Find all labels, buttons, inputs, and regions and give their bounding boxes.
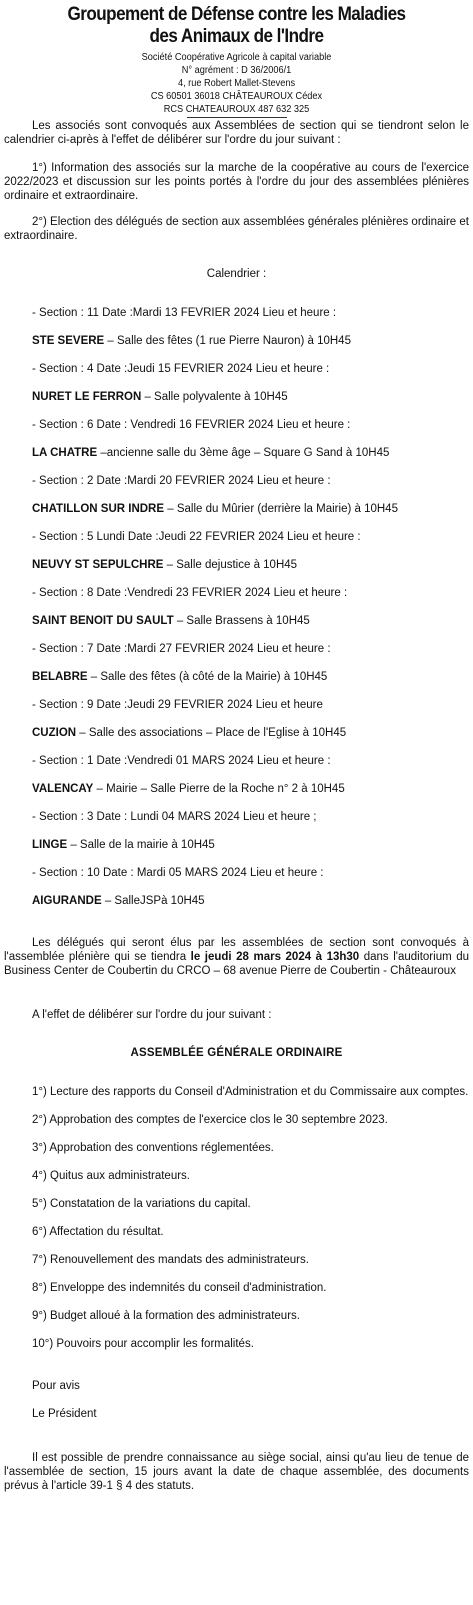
ago-item: 5°) Constatation de la variations du capital.	[32, 1198, 251, 1210]
agenda-point-2: 2°) Election des délégués de section aux assemblées générales plénières ordinaire et extraordinaire.	[4, 216, 469, 242]
section-venue-line	[32, 334, 473, 348]
section-entry	[32, 362, 473, 404]
document-title	[24, 4, 450, 48]
section-date-line: - Section : 9 Date :Jeudi 29 FEVRIER 2024 Lieu et heure	[32, 699, 323, 711]
section-date-line: - Section : 3 Date : Lundi 04 MARS 2024 Lieu et heure ;	[32, 811, 317, 823]
section-date-line: - Section : 10 Date : Mardi 05 MARS 2024 Lieu et heure :	[32, 867, 324, 879]
section-place: VALENCAY	[32, 783, 94, 795]
section-venue: – Salle Brassens à 10H45	[173, 615, 310, 627]
section-entry	[32, 474, 473, 516]
section-place: NURET LE FERRON	[32, 391, 142, 403]
section-venue: – Salle dejustice à 10H45	[163, 559, 298, 571]
ago-item: 9°) Budget alloué à la formation des administrateurs.	[32, 1310, 300, 1322]
ago-item: 6°) Affectation du résultat.	[32, 1226, 164, 1238]
signature: Le Président	[32, 1408, 97, 1420]
ago-item-1: 1°) Lecture des rapports du Conseil d'Administration et du Commissaire aux comptes.	[32, 1086, 469, 1098]
section-entry	[32, 754, 473, 796]
company-info-line: N° agrément : D 36/2006/1	[181, 65, 292, 76]
section-date-line: - Section : 11 Date :Mardi 13 FEVRIER 2024 Lieu et heure :	[32, 307, 337, 319]
intro-paragraph: Les associés sont convoqués aux Assemblées de section qui se tiendront selon le calendrier ci-après à l'effet de délibérer sur l'ordre du jour suivant :	[4, 120, 469, 146]
section-place: LA CHATRE	[32, 447, 98, 459]
section-entry	[32, 866, 473, 908]
company-info-line: RCS CHATEAUROUX 487 632 325	[163, 104, 310, 115]
section-place: CUZION	[32, 727, 77, 739]
company-info	[19, 51, 454, 116]
section-place: SAINT BENOIT DU SAULT	[32, 615, 174, 627]
ago-item: 2°) Approbation des comptes de l'exercice clos le 30 septembre 2023.	[32, 1114, 388, 1126]
section-place: STE SEVERE	[32, 335, 105, 347]
section-venue-line	[32, 446, 473, 460]
plenary-date: le jeudi 28 mars 2024 à 13h30	[190, 951, 360, 963]
section-place: LINGE	[32, 839, 68, 851]
header-divider	[187, 117, 287, 118]
company-info-line: 4, rue Robert Mallet-Stevens	[177, 78, 296, 89]
section-venue: –ancienne salle du 3ème âge – Square G Sand à 10H45	[97, 447, 390, 459]
section-venue: – SalleJSPà 10H45	[101, 895, 205, 907]
ago-item: 4°) Quitus aux administrateurs.	[32, 1170, 190, 1182]
ago-heading: ASSEMBLÉE GÉNÉRALE ORDINAIRE	[130, 1047, 343, 1059]
section-entry	[32, 642, 473, 684]
footer-note: Il est possible de prendre connaissance au siège social, ainsi qu'au lieu de tenue de l'assemblée de section, 15 jours avant la date de chaque assemblée, des documents prévus à l'article 39-1 § 4 des statuts.	[4, 1452, 469, 1492]
pour-avis: Pour avis	[32, 1380, 80, 1392]
section-venue: – Salle du Mûrier (derrière la Mairie) à 10H45	[164, 503, 398, 515]
section-venue: – Salle de la mairie à 10H45	[67, 839, 215, 851]
agenda-intro: A l'effet de délibérer sur l'ordre du jour suivant :	[32, 1009, 272, 1021]
section-entry	[32, 586, 473, 628]
section-place: CHATILLON SUR INDRE	[32, 503, 165, 515]
section-place: NEUVY ST SEPULCHRE	[32, 559, 164, 571]
section-schedule	[32, 306, 473, 908]
company-info-line: CS 60501 36018 CHÂTEAUROUX Cédex	[150, 91, 323, 102]
section-venue-line	[32, 894, 473, 908]
section-venue-line	[32, 614, 473, 628]
section-venue-line	[32, 782, 473, 796]
delegates-text: Les délégués qui seront élus par les assemblées de section sont convoqués à l'assemblée plénière qui se tiendra	[4, 937, 469, 963]
title-line-1: Groupement de Défense contre les Maladies	[67, 4, 406, 25]
section-venue-line	[32, 390, 473, 404]
section-date-line: - Section : 5 Lundi Date :Jeudi 22 FEVRIER 2024 Lieu et heure :	[32, 531, 361, 543]
section-venue-line	[32, 502, 473, 516]
section-venue-line	[32, 558, 473, 572]
section-venue-line	[32, 670, 473, 684]
section-date-line: - Section : 8 Date :Vendredi 23 FEVRIER 2024 Lieu et heure :	[32, 587, 348, 599]
section-date-line: - Section : 7 Date :Mardi 27 FEVRIER 2024 Lieu et heure :	[32, 643, 331, 655]
section-venue-line	[32, 838, 473, 852]
section-date-line: - Section : 2 Date :Mardi 20 FEVRIER 2024 Lieu et heure :	[32, 475, 331, 487]
ago-item: 10°) Pouvoirs pour accomplir les formalités.	[32, 1338, 254, 1350]
calendar-title: Calendrier :	[206, 268, 267, 280]
section-entry	[32, 530, 473, 572]
section-date-line: - Section : 1 Date :Vendredi 01 MARS 2024 Lieu et heure :	[32, 755, 331, 767]
ago-list	[32, 1113, 473, 1351]
ago-item: 8°) Enveloppe des indemnités du conseil d'administration.	[32, 1282, 327, 1294]
section-venue-line	[32, 726, 473, 740]
company-info-line: Société Coopérative Agricole à capital variable	[141, 52, 332, 63]
section-venue: – Salle des fêtes (à côté de la Mairie) à 10H45	[87, 671, 328, 683]
title-line-2: des Animaux de l'Indre	[149, 26, 324, 47]
ago-item: 3°) Approbation des conventions réglementées.	[32, 1142, 274, 1154]
section-place: AIGURANDE	[32, 895, 102, 907]
delegates-location: dans l'auditorium du Business Center de Coubertin du CRCO – 68 avenue Pierre de Coubertin - Châteauroux	[4, 951, 469, 977]
section-venue: – Salle des associations – Place de l'Eglise à 10H45	[76, 727, 347, 739]
section-entry	[32, 306, 473, 348]
delegates-paragraph	[4, 936, 469, 978]
section-venue: – Salle polyvalente à 10H45	[141, 391, 288, 403]
section-entry	[32, 418, 473, 460]
section-entry	[32, 698, 473, 740]
section-venue: – Salle des fêtes (1 rue Pierre Nauron) à 10H45	[104, 335, 351, 347]
agenda-point-1: 1°) Information des associés sur la marche de la coopérative au cours de l'exercice 2022/2023 et discussion sur les points portés à l'ordre du jour des assemblées plénières ordinaire et extraordinaire.	[4, 162, 469, 202]
ago-item: 7°) Renouvellement des mandats des administrateurs.	[32, 1254, 309, 1266]
section-venue: – Mairie – Salle Pierre de la Roche n° 2 à 10H45	[93, 783, 345, 795]
section-place: BELABRE	[32, 671, 88, 683]
section-date-line: - Section : 4 Date :Jeudi 15 FEVRIER 2024 Lieu et heure :	[32, 363, 330, 375]
section-entry	[32, 810, 473, 852]
section-date-line: - Section : 6 Date : Vendredi 16 FEVRIER 2024 Lieu et heure :	[32, 419, 351, 431]
